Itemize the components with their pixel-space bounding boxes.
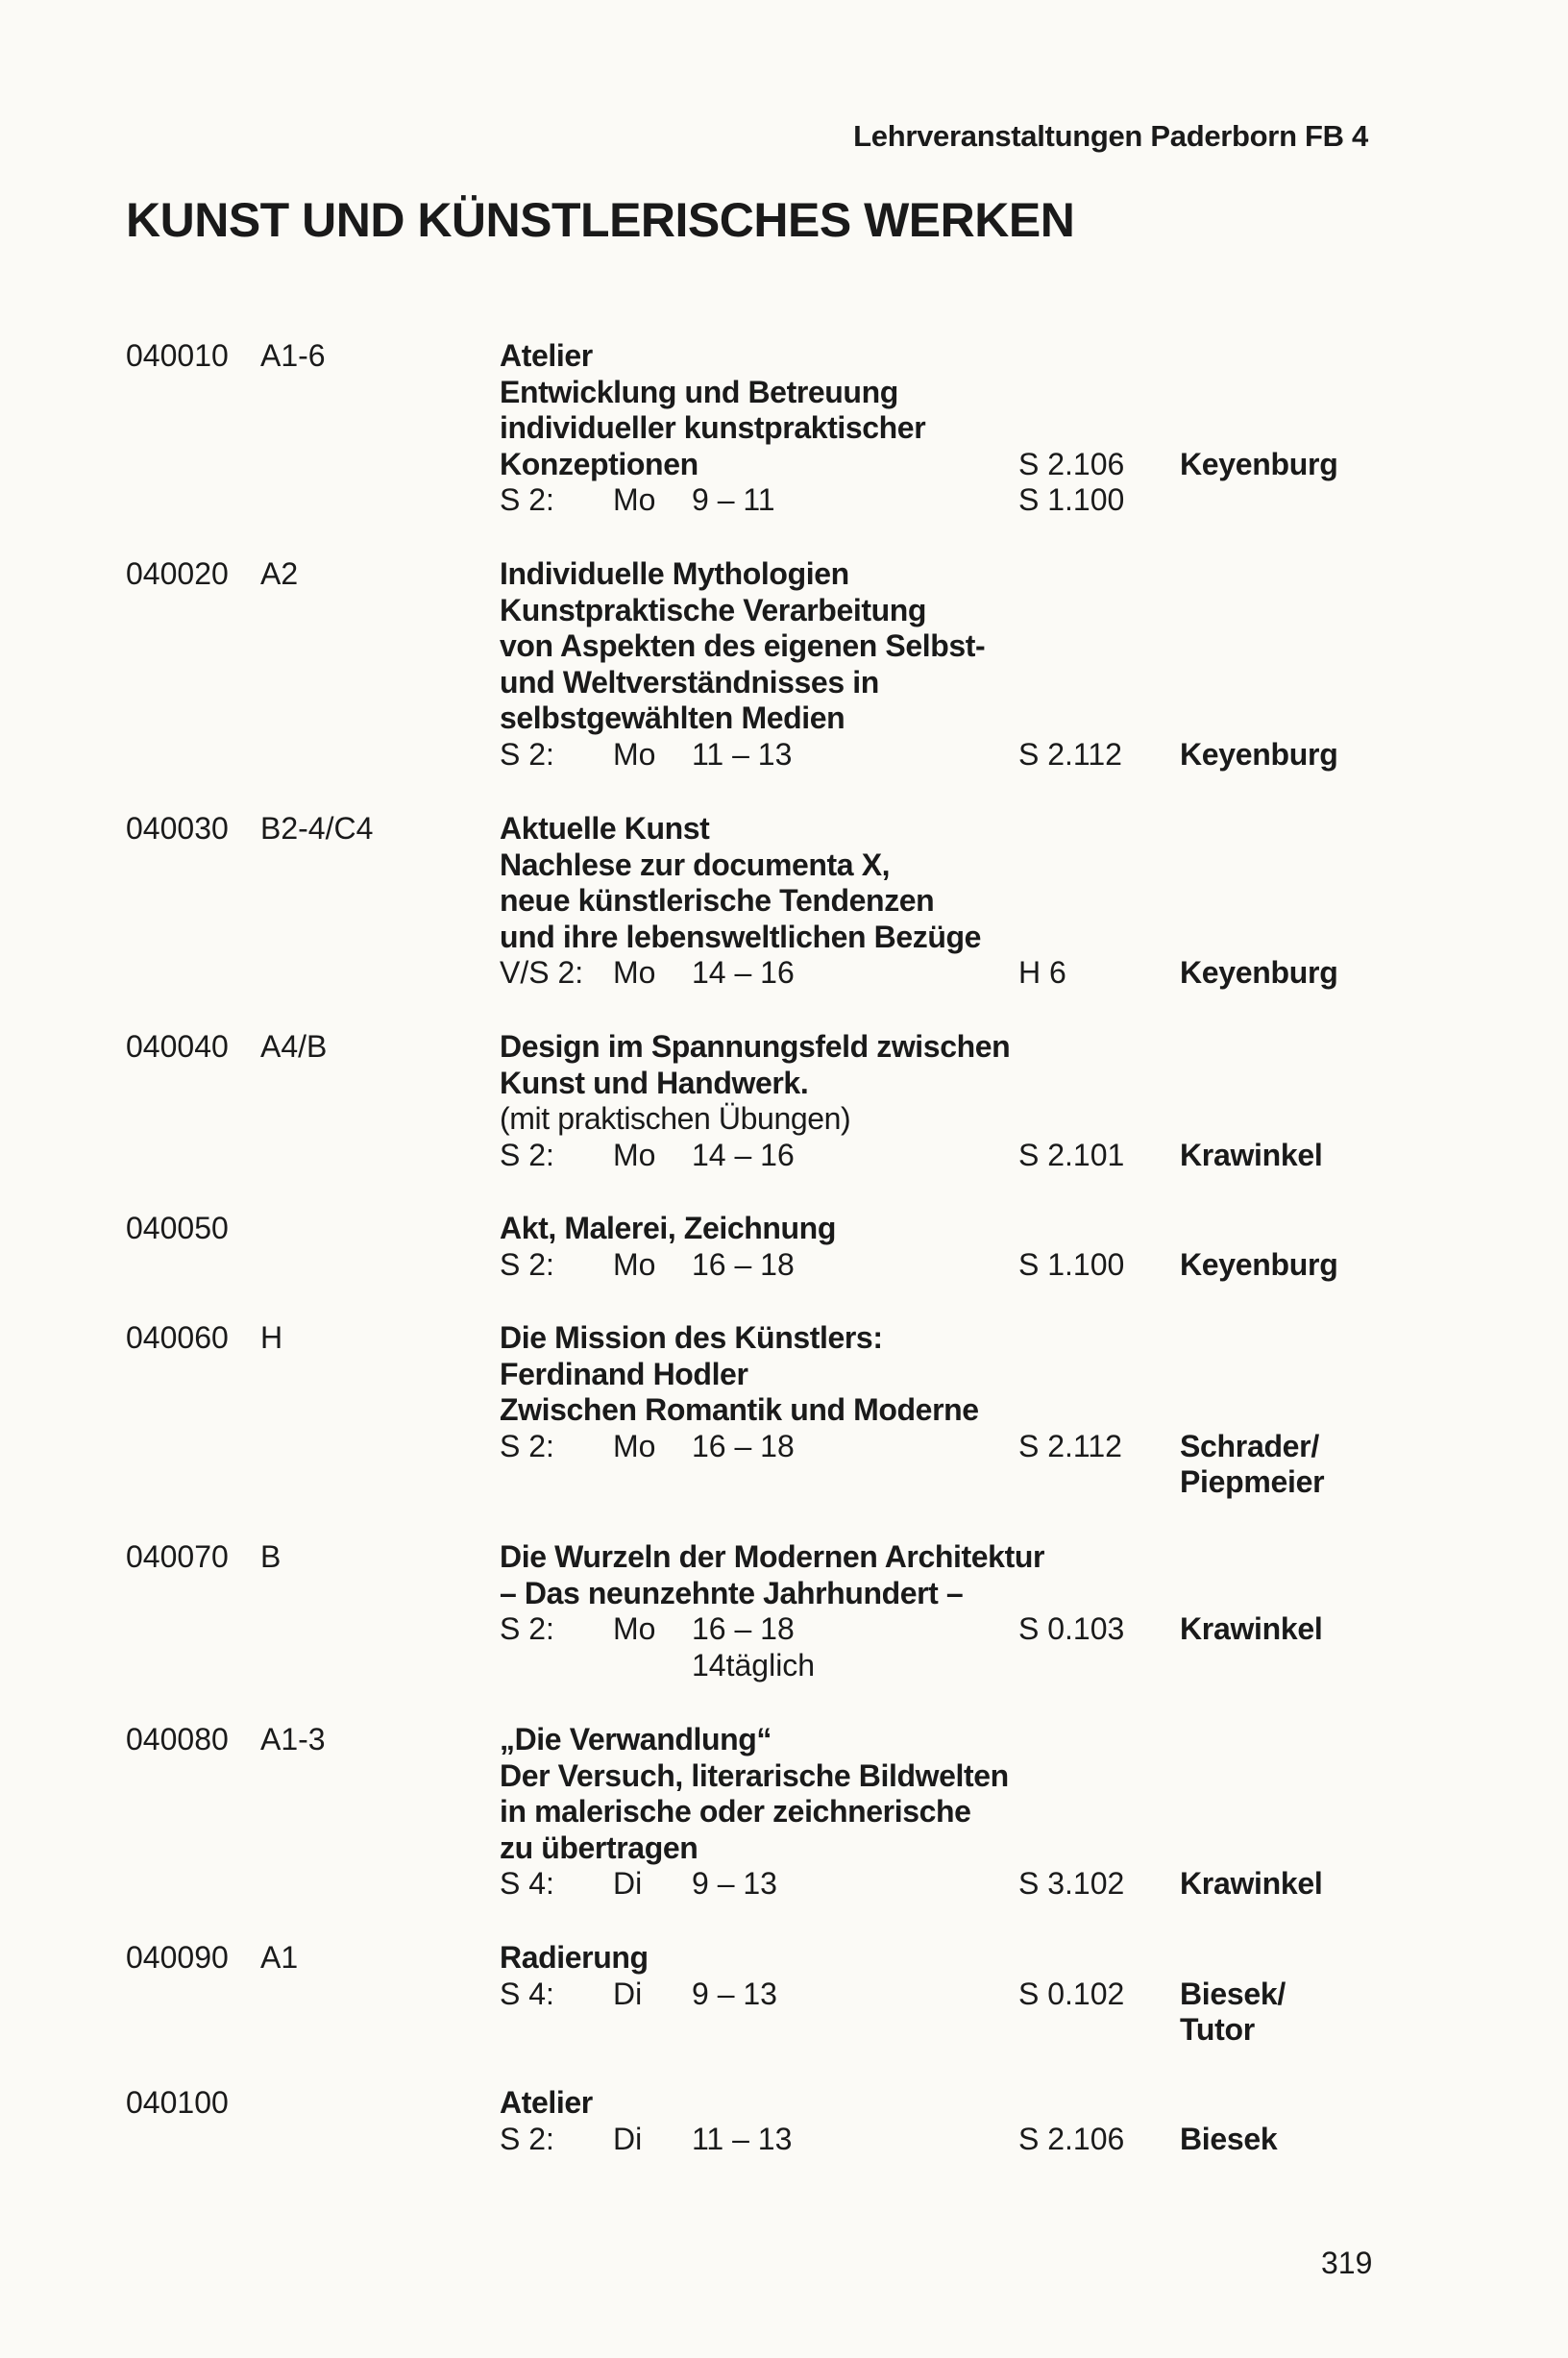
course-room [1018,955,1163,992]
course-room [1018,1611,1163,1648]
course-number: 040030 [126,811,229,846]
course-note: 14täglich [692,1647,816,1683]
course-title-line: und ihre lebensweltlichen Bezüge [500,919,982,954]
course-category: A1-6 [260,338,326,373]
course-room [1018,1247,1163,1284]
course-description [500,811,1038,992]
course-lecturer [1180,955,1468,992]
course-type: V/S 2: [500,955,584,990]
course-type: S 4: [500,1866,554,1901]
course-day: Mo [613,955,656,990]
course-day: Di [613,1866,643,1901]
course-category: B [260,1539,282,1574]
course-time: 9 – 13 [692,1866,777,1901]
course-lecturer [1180,1247,1468,1284]
course-schedule [500,1611,1038,1648]
page-title: KUNST UND KÜNSTLERISCHES WERKEN [126,193,1075,247]
course-number: 040060 [126,1320,229,1355]
course-title-line: neue künstlerische Tendenzen [500,883,935,918]
lecturer-name: Keyenburg [1180,446,1338,481]
course-time: 14 – 16 [692,1137,795,1172]
course-day: Mo [613,1137,656,1172]
room-label: S 2.112 [1018,1428,1122,1463]
lecturer-name: Keyenburg [1180,955,1338,990]
room-label: S 3.102 [1018,1866,1125,1901]
course-room [1018,447,1163,519]
course-category: A4/B [260,1029,328,1064]
course-title-line: Design im Spannungsfeld zwischen [500,1029,1011,1064]
course-schedule [500,482,1038,519]
course-title-line: Akt, Malerei, Zeichnung [500,1211,836,1245]
course-schedule [500,1138,1038,1174]
course-title-line: Kunst und Handwerk. [500,1065,809,1100]
course-room [1018,1429,1163,1465]
course-type: S 4: [500,1976,554,2011]
course-type: S 2: [500,1246,554,1282]
course-number: 040010 [126,338,229,373]
course-note-row [500,1648,1038,1684]
room-label: S 0.103 [1018,1611,1125,1646]
course-lecturer [1180,1138,1468,1174]
lecturer-name: Keyenburg [1180,736,1338,772]
course-schedule [500,1977,1038,2013]
course-number: 040080 [126,1722,229,1756]
course-schedule [500,1866,1038,1903]
course-category: B2-4/C4 [260,811,374,846]
course-title-line: Zwischen Romantik und Moderne [500,1392,979,1427]
course-time: 9 – 11 [692,482,775,517]
course-title-line: in malerische oder zeichnerische [500,1794,971,1829]
course-title-line: individueller kunstpraktischer [500,410,926,445]
course-title-line: Aktuelle Kunst [500,811,710,846]
course-number: 040050 [126,1211,229,1245]
course-lecturer [1180,447,1468,483]
course-title-line: Kunstpraktische Verarbeitung [500,592,927,627]
course-day: Mo [613,1611,656,1646]
course-title-line: „Die Verwandlung“ [500,1722,772,1756]
course-title-line: von Aspekten des eigenen Selbst- [500,628,986,663]
lecturer-name: Piepmeier [1180,1464,1325,1499]
course-title-line: Individuelle Mythologien [500,556,849,591]
course-description [500,1539,1045,1683]
lecturer-name: Krawinkel [1180,1137,1323,1172]
course-day: Di [613,2121,643,2156]
room-label: H 6 [1018,955,1066,990]
course-title-line: Ferdinand Hodler [500,1356,748,1391]
course-day: Mo [613,736,656,772]
page-number: 319 [1321,2246,1373,2280]
lecturer-name: Krawinkel [1180,1611,1323,1646]
course-description [500,1320,1038,1464]
course-title-line: und Weltverständnisses in [500,664,879,700]
course-number: 040040 [126,1029,229,1064]
course-category: A2 [260,556,299,591]
course-title-line: Atelier [500,338,593,373]
course-room [1018,1977,1163,2013]
course-title-line: Die Mission des Künstlers: [500,1320,883,1355]
course-schedule [500,1429,1038,1465]
lecturer-name: Krawinkel [1180,1866,1323,1901]
course-subtitle: (mit praktischen Übungen) [500,1101,851,1136]
course-schedule [500,737,1038,774]
course-title-line: Atelier [500,2085,593,2120]
course-title-line: Nachlese zur documenta X, [500,847,891,882]
course-time: 14 – 16 [692,955,795,990]
course-lecturer [1180,1977,1468,2049]
course-type: S 2: [500,482,554,517]
room-label: S 2.106 [1018,2121,1125,2156]
room-label: S 2.112 [1018,736,1122,772]
lecturer-name: Schrader/ [1180,1428,1319,1463]
course-day: Mo [613,482,656,517]
course-day: Di [613,1976,643,2011]
course-description [500,1029,1038,1173]
course-lecturer [1180,1611,1468,1648]
course-description [500,338,1038,519]
course-number: 040100 [126,2085,229,2120]
course-schedule [500,1247,1038,1284]
course-category: A1 [260,1940,299,1975]
course-time: 11 – 13 [692,2121,793,2156]
course-time: 16 – 18 [692,1246,795,1282]
lecturer-name: Tutor [1180,2012,1255,2047]
course-description [500,1722,1038,1903]
course-room [1018,737,1163,774]
course-lecturer [1180,2122,1468,2158]
course-description [500,2085,1038,2157]
course-description [500,1211,1038,1283]
course-time: 16 – 18 [692,1611,795,1646]
course-type: S 2: [500,1137,554,1172]
course-description [500,556,1038,773]
course-room [1018,1138,1163,1174]
course-title-line: selbstgewählten Medien [500,700,845,735]
lecturer-name: Keyenburg [1180,1246,1338,1282]
course-time: 16 – 18 [692,1428,795,1463]
course-lecturer [1180,1429,1468,1501]
lecturer-name: Biesek [1180,2121,1278,2156]
course-title-line: Radierung [500,1940,649,1975]
course-type: S 2: [500,1611,554,1646]
course-number: 040090 [126,1940,229,1975]
course-number: 040070 [126,1539,229,1574]
course-title-line: Die Wurzeln der Modernen Architektur [500,1539,1045,1574]
course-category: H [260,1320,283,1355]
course-title-line: Der Versuch, literarische Bildwelten [500,1757,1009,1793]
room-label: S 0.102 [1018,1976,1125,2011]
course-type: S 2: [500,1428,554,1463]
running-head: Lehrveranstaltungen Paderborn FB 4 [853,119,1368,153]
room-label: S 2.106 [1018,446,1125,481]
course-day: Mo [613,1428,656,1463]
course-lecturer [1180,737,1468,774]
course-title-line: zu übertragen [500,1830,698,1865]
room-label: S 1.100 [1018,482,1125,517]
course-room [1018,2122,1163,2158]
course-number: 040020 [126,556,229,591]
room-label: S 1.100 [1018,1246,1125,1282]
course-schedule [500,955,1038,992]
lecturer-name: Biesek/ [1180,1976,1286,2011]
course-title-line: Entwicklung und Betreuung [500,374,898,409]
course-type: S 2: [500,736,554,772]
course-day: Mo [613,1246,656,1282]
course-time: 9 – 13 [692,1976,777,2011]
course-schedule [500,2122,1038,2158]
course-category: A1-3 [260,1722,326,1756]
room-label: S 2.101 [1018,1137,1125,1172]
course-title-line: Konzeptionen [500,446,698,481]
course-lecturer [1180,1866,1468,1903]
course-title-line: – Das neunzehnte Jahrhundert – [500,1575,964,1610]
course-description [500,1940,1038,2012]
course-room [1018,1866,1163,1903]
course-time: 11 – 13 [692,736,793,772]
course-type: S 2: [500,2121,554,2156]
